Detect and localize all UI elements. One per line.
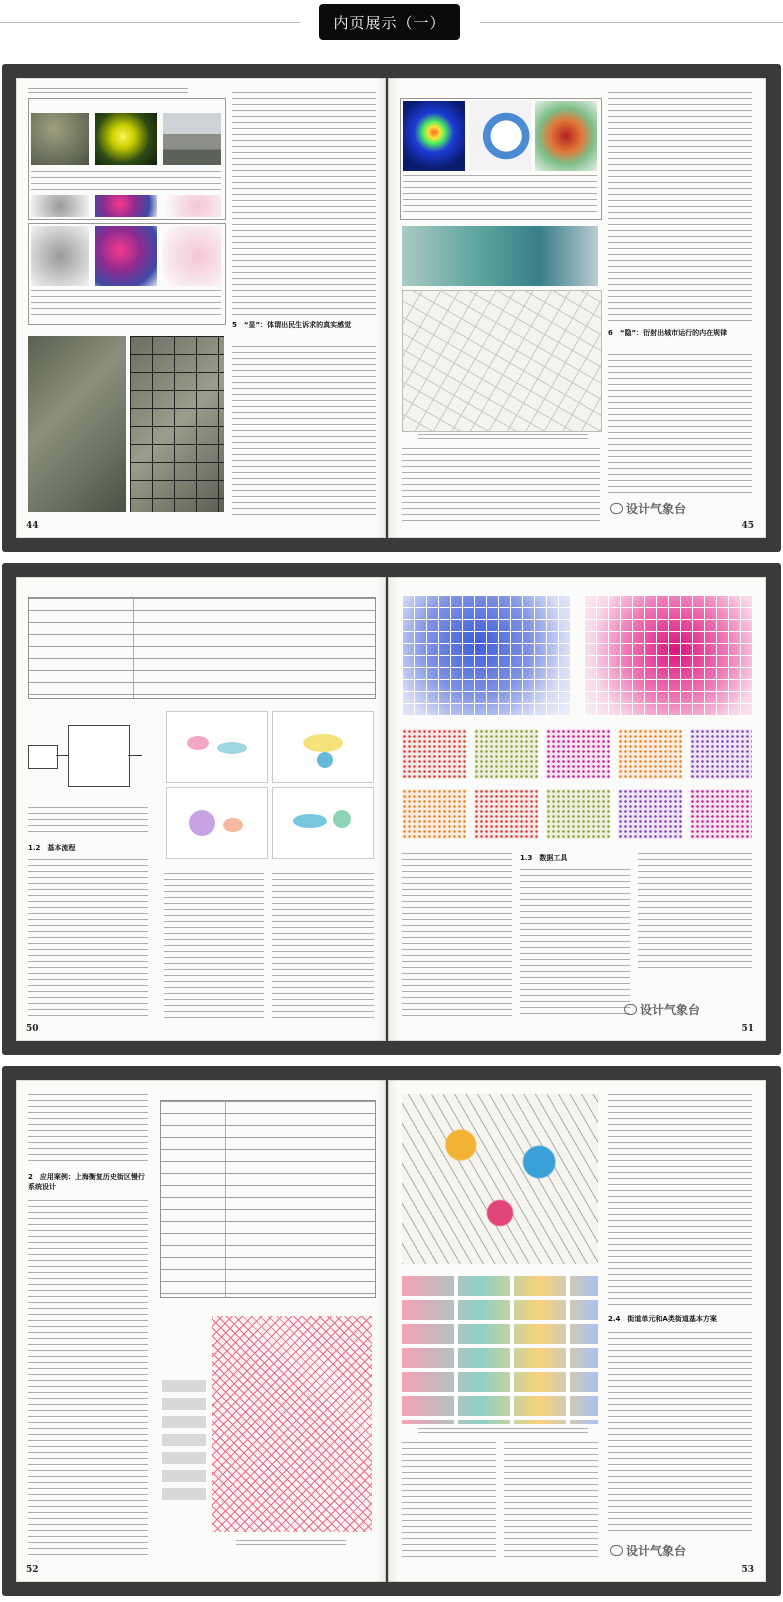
map-image (31, 113, 89, 165)
illustration (272, 787, 374, 859)
figure-aerial (28, 336, 224, 512)
map-legend (162, 1380, 206, 1500)
section-heading: 6 “隐”：衍射出城市运行的内在规律 (608, 329, 728, 337)
figure-table-2 (28, 223, 226, 325)
spread-1 (2, 64, 781, 552)
body-text (402, 853, 512, 1019)
dot-map (618, 729, 682, 779)
page-number: 44 (26, 521, 39, 531)
heatmap-image (403, 101, 465, 171)
dot-map (402, 789, 466, 839)
figure-strip (402, 226, 598, 286)
shape (223, 818, 243, 832)
street-cards (402, 1276, 598, 1424)
table-text (31, 171, 221, 193)
wechat-icon (624, 1004, 637, 1015)
dot-map (474, 729, 538, 779)
density-map (95, 195, 157, 217)
illustrated-map (402, 1094, 598, 1264)
aerial-photo (28, 336, 126, 512)
spread-3 (2, 1066, 781, 1596)
page-title: 内页展示（一） (319, 4, 460, 40)
diagram-arrow (128, 755, 142, 756)
heatmap-image (535, 101, 597, 171)
watermark: 设计气象台 (624, 1001, 700, 1018)
density-map (95, 226, 157, 286)
dot-map (690, 729, 752, 779)
section-heading: 5 “显”：体谓出民生诉求的真实感觉 (232, 321, 352, 329)
figure-map (402, 290, 602, 432)
page-50 (16, 577, 386, 1041)
data-table (160, 1100, 376, 1298)
diagram-node (28, 745, 58, 769)
figure-caption (418, 1428, 588, 1436)
body-text (520, 869, 630, 1019)
figure-caption (418, 434, 588, 442)
body-text (164, 873, 264, 1019)
illustration-grid (166, 711, 374, 861)
dot-map (618, 789, 682, 839)
body-text (608, 354, 752, 494)
table-text (31, 290, 221, 320)
route-map (212, 1316, 372, 1532)
figure-table (28, 98, 226, 220)
illustration (272, 711, 374, 783)
river-map (469, 101, 531, 171)
divider-right (480, 22, 783, 23)
shape (189, 810, 215, 836)
heatmap-image (95, 113, 157, 165)
body-text (272, 873, 374, 1019)
shape (217, 742, 247, 754)
shape (293, 814, 327, 828)
body-text (28, 807, 148, 837)
page-52 (16, 1080, 386, 1582)
watermark: 设计气象台 (610, 500, 686, 517)
watermark: 设计气象台 (610, 1542, 686, 1559)
diagram-node (68, 725, 130, 787)
figure-caption (236, 1540, 346, 1548)
page-51 (388, 577, 766, 1041)
page-53 (388, 1080, 766, 1582)
body-text (232, 346, 376, 516)
page-number: 53 (741, 1565, 754, 1575)
body-text (28, 1200, 148, 1556)
page-number: 50 (26, 1024, 39, 1034)
data-table (28, 597, 376, 699)
body-text (608, 1094, 752, 1308)
shape (333, 810, 351, 828)
street-photo (163, 113, 221, 165)
section-heading: 2 应用案例：上海衡复历史街区慢行系统设计 (28, 1173, 145, 1191)
wechat-icon (610, 1545, 623, 1556)
illustration (166, 711, 268, 783)
shape (187, 736, 209, 750)
shape (303, 734, 343, 752)
body-text (402, 1442, 496, 1562)
body-text (504, 1442, 598, 1562)
section-heading: 2.4 街道单元和A类街道基本方案 (608, 1315, 717, 1323)
map-image (31, 195, 89, 217)
grid-map-pink (584, 595, 752, 715)
dot-map (546, 789, 610, 839)
illustration (166, 787, 268, 859)
section-heading: 1.3 数据工具 (520, 854, 568, 862)
body-text (28, 859, 148, 1019)
map-image (31, 226, 89, 286)
dot-map (402, 729, 466, 779)
map-image (163, 195, 221, 217)
grid-map-blue (402, 595, 570, 715)
figure-table (400, 98, 602, 220)
shape (317, 752, 333, 768)
body-text (638, 853, 752, 973)
street-tiles (130, 336, 224, 512)
flow-diagram (28, 717, 148, 797)
section-heading: 1.2 基本流程 (28, 844, 76, 852)
map-image (163, 226, 221, 286)
body-text (402, 448, 600, 524)
page-number: 45 (741, 521, 754, 531)
spread-2 (2, 563, 781, 1055)
table-caption (28, 88, 188, 96)
body-text (232, 92, 376, 316)
wechat-icon (610, 503, 623, 514)
page-44 (16, 78, 386, 538)
header-strip (0, 0, 783, 44)
body-text (608, 92, 752, 322)
page-number: 52 (26, 1565, 39, 1575)
dot-map (690, 789, 752, 839)
divider-left (0, 22, 300, 23)
dot-map (546, 729, 610, 779)
body-text (28, 1094, 148, 1164)
table-text (403, 175, 597, 215)
page-45 (388, 78, 766, 538)
body-text (608, 1332, 752, 1532)
page-number: 51 (741, 1024, 754, 1034)
diagram-arrow (56, 755, 68, 756)
dot-map (474, 789, 538, 839)
